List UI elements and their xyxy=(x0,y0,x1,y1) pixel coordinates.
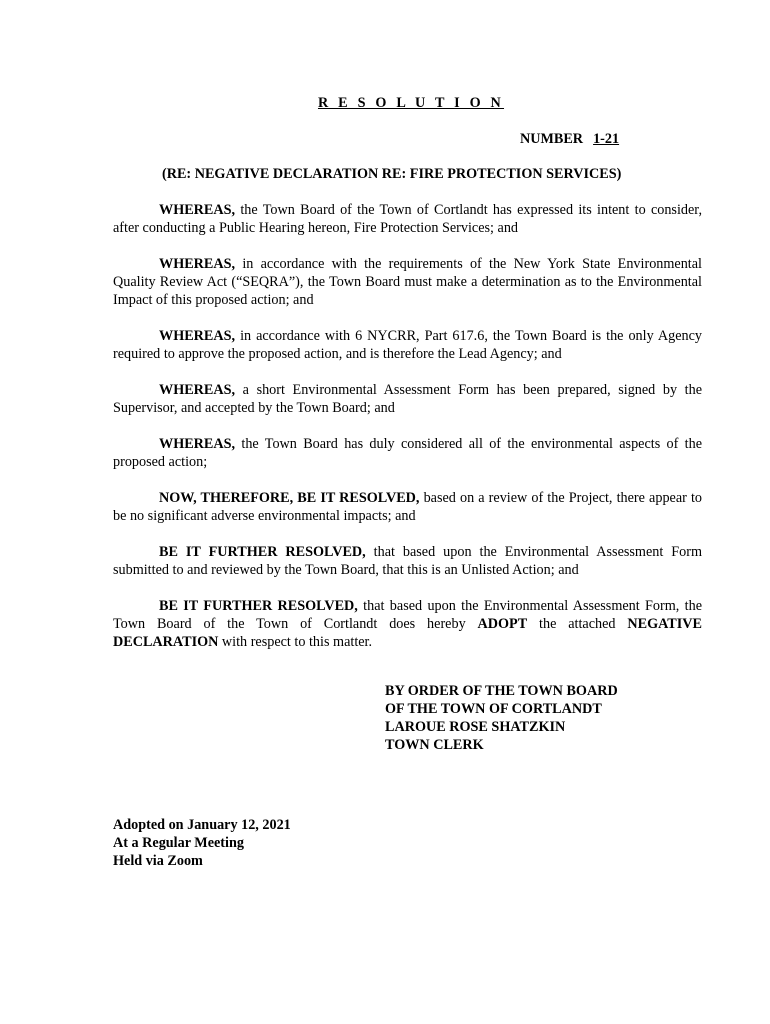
adoption-note xyxy=(113,816,291,870)
paragraph-whereas-lead-agency xyxy=(113,327,702,363)
resolution-title: R E S O L U T I O N xyxy=(317,95,505,111)
subject-line: (RE: NEGATIVE DECLARATION RE: FIRE PROTECTION SERVICES) xyxy=(162,166,622,182)
resolution-number xyxy=(520,130,619,148)
paragraph-text: the Town Board of the Town of Cortlandt has expressed its intent to consider, after conducting a Public Hearing hereon, Fire Protection Services; and xyxy=(113,202,702,236)
paragraph-lead: WHEREAS, xyxy=(159,202,236,218)
negative-declaration-keyword: NEGATIVE DECLARATION xyxy=(113,616,702,650)
paragraph-text: in accordance with the requirements of the New York State Environmental Quality Review Act (“SEQRA”), the Town Board must make a determination as to the Environmental Impact of this proposed action; and xyxy=(113,256,702,308)
paragraph-text: the Town Board has duly considered all of the environmental aspects of the proposed action; xyxy=(113,436,702,470)
adoption-line: Held via Zoom xyxy=(113,853,203,869)
paragraph-text: that based upon the Environmental Assessment Form, the Town Board of the Town of Cortlandt does hereby xyxy=(113,598,702,632)
paragraph-text: the attached xyxy=(527,616,628,632)
paragraph-lead: WHEREAS, xyxy=(159,382,236,398)
paragraph-whereas-eaf xyxy=(113,381,702,417)
signature-line: TOWN CLERK xyxy=(385,737,484,753)
paragraph-whereas-seqra xyxy=(113,255,702,309)
paragraph-text: with respect to this matter. xyxy=(218,634,373,650)
paragraph-text: based on a review of the Project, there appear to be no significant adverse environmental impacts; and xyxy=(113,490,702,524)
paragraph-whereas-intent xyxy=(113,201,702,237)
signature-line: BY ORDER OF THE TOWN BOARD xyxy=(385,683,618,699)
adopt-keyword: ADOPT xyxy=(477,616,528,632)
paragraph-text: a short Environmental Assessment Form has been prepared, signed by the Supervisor, and accepted by the Town Board; and xyxy=(113,382,702,416)
paragraph-now-therefore xyxy=(113,489,702,525)
paragraph-lead: WHEREAS, xyxy=(159,328,236,344)
number-value: 1-21 xyxy=(593,131,620,147)
number-label: NUMBER xyxy=(520,131,584,147)
signature-block xyxy=(385,682,618,754)
adoption-line: Adopted on January 12, 2021 xyxy=(113,817,291,833)
paragraph-further-adopt xyxy=(113,597,702,651)
paragraph-lead: WHEREAS, xyxy=(159,436,236,452)
signature-line: LAROUE ROSE SHATZKIN xyxy=(385,719,566,735)
paragraph-lead: BE IT FURTHER RESOLVED, xyxy=(159,544,366,560)
paragraph-text: in accordance with 6 NYCRR, Part 617.6, the Town Board is the only Agency required to approve the proposed action, and is therefore the Lead Agency; and xyxy=(113,328,702,362)
resolution-body xyxy=(113,201,702,669)
paragraph-lead: NOW, THEREFORE, BE IT RESOLVED, xyxy=(159,490,420,506)
signature-line: OF THE TOWN OF CORTLANDT xyxy=(385,701,602,717)
adoption-line: At a Regular Meeting xyxy=(113,835,244,851)
paragraph-lead: BE IT FURTHER RESOLVED, xyxy=(159,598,358,614)
paragraph-text: that based upon the Environmental Assessment Form submitted to and reviewed by the Town Board, that this is an Unlisted Action; and xyxy=(113,544,702,578)
paragraph-further-unlisted xyxy=(113,543,702,579)
paragraph-lead: WHEREAS, xyxy=(159,256,236,272)
paragraph-whereas-considered xyxy=(113,435,702,471)
